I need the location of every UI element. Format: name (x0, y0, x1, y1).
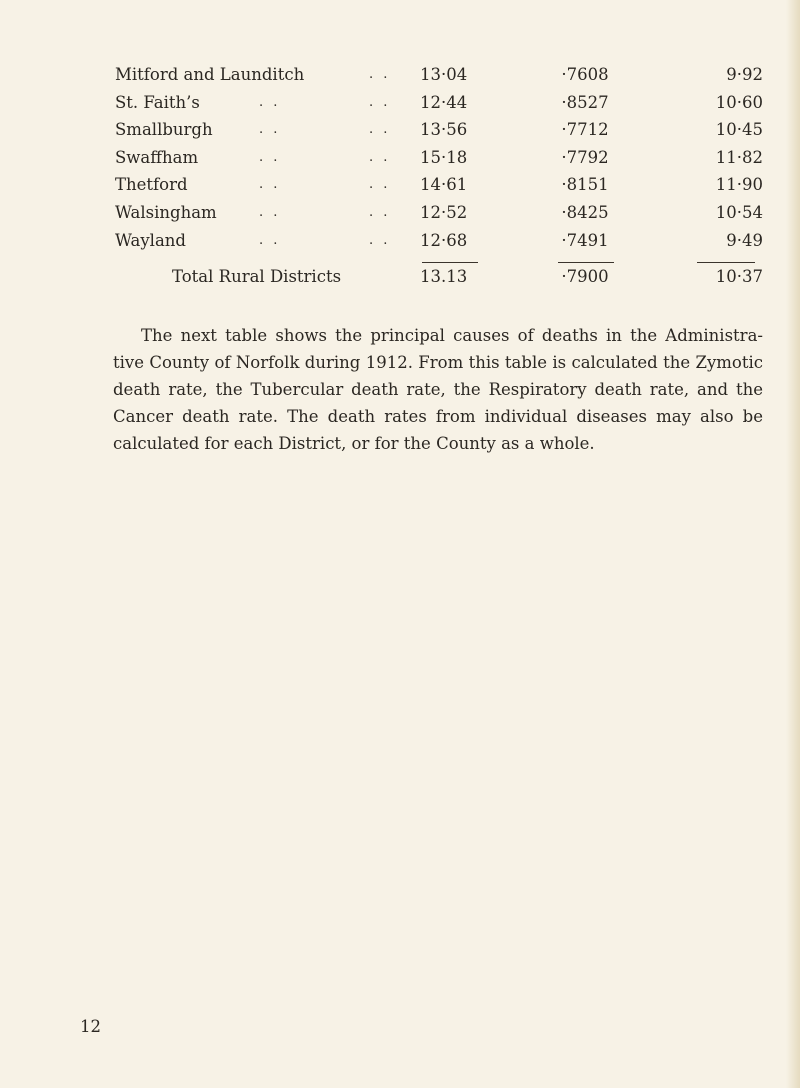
body-paragraph (113, 322, 763, 458)
leader-dots: . . (259, 149, 281, 165)
total-value-1: 13.13 (420, 267, 468, 287)
district-name: Thetford (115, 175, 188, 195)
leader-dots: . . (259, 232, 281, 248)
leader-dots: . . (369, 94, 391, 110)
rate-value-2: ·7491 (561, 230, 609, 250)
district-name: Walsingham (115, 202, 217, 222)
leader-dots: . . (369, 122, 391, 138)
rate-value-1: 13·56 (420, 120, 468, 140)
district-name: St. Faith’s (115, 92, 200, 112)
rate-value-2: ·7712 (561, 120, 609, 140)
rate-value-2: ·7608 (561, 65, 609, 84)
rate-value-2: ·8527 (561, 92, 609, 112)
leader-dots: . . (369, 67, 391, 82)
table-row (115, 89, 775, 117)
leader-dots: . . (369, 177, 391, 193)
leader-dots: . . (369, 149, 391, 165)
table-row (115, 116, 775, 144)
leader-dots: . . (369, 204, 391, 220)
leader-dots: . . (259, 94, 281, 110)
rate-value-2: ·8425 (561, 202, 609, 222)
death-rate-table (115, 61, 775, 291)
rate-value-1: 12·52 (420, 202, 468, 222)
rate-value-1: 12·68 (420, 230, 468, 250)
rate-value-1: 14·61 (420, 175, 468, 195)
leader-dots: . . (259, 204, 281, 220)
paragraph-text: The next table shows the principal causes of deaths in the Administra- tive County of Norfolk during 1912. From this table is calculated the Zymotic death rate, the Tubercular death rate, the Respiratory death rate, and the Cancer death rate. The death rates from individual diseases may also be calculated for each District, or for the County as a whole. (113, 325, 763, 454)
district-name: Swaffham (115, 147, 199, 167)
page-number: 12 (80, 1017, 101, 1036)
table-row (115, 199, 775, 227)
rate-value-1: 12·44 (420, 92, 468, 112)
rate-value-3: 10·60 (715, 92, 763, 112)
district-name: Smallburgh (115, 120, 213, 140)
total-value-3: 10·37 (715, 267, 763, 287)
rate-value-3: 9·49 (726, 230, 763, 250)
table-row (115, 144, 775, 172)
rate-value-1: 15·18 (420, 147, 468, 167)
district-name: Mitford and Launditch (115, 65, 305, 84)
leader-dots: . . (369, 232, 391, 248)
total-value-2: ·7900 (561, 267, 609, 287)
rate-value-3: 11·90 (715, 175, 763, 195)
page-edge-shadow (786, 0, 800, 1088)
table-row (115, 227, 775, 255)
district-name: Wayland (115, 230, 186, 250)
table-row (115, 61, 775, 89)
rate-value-1: 13·04 (420, 65, 468, 84)
total-label: Total Rural Districts (172, 267, 342, 287)
rate-value-3: 11·82 (715, 147, 763, 167)
leader-dots: . . (259, 122, 281, 138)
leader-dots: . . (259, 177, 281, 193)
rate-value-2: ·8151 (561, 175, 609, 195)
total-rules (115, 254, 775, 263)
rate-value-3: 10·45 (715, 120, 763, 140)
table-row (115, 171, 775, 199)
rate-value-3: 9·92 (726, 65, 763, 84)
rate-value-3: 10·54 (715, 202, 763, 222)
rate-value-2: ·7792 (561, 147, 609, 167)
total-row (115, 263, 775, 291)
